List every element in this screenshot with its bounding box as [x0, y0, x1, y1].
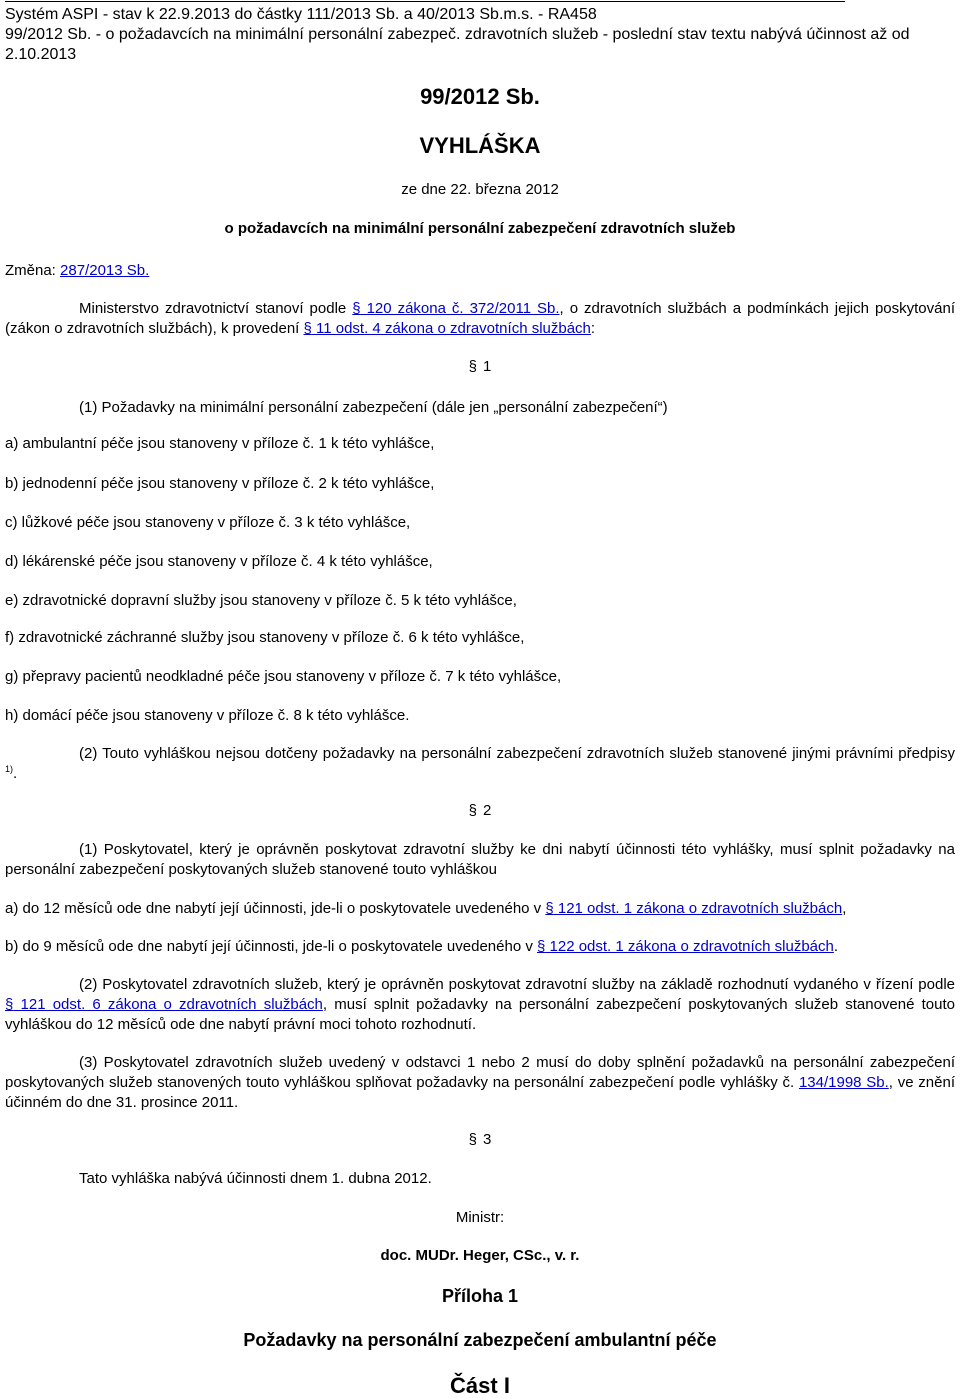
s1-p2-end: .: [13, 765, 18, 782]
s2-p3-text-2: , ve znění účinném do dne 31. prosince 2011.: [5, 1074, 955, 1111]
s1-item-a: a) ambulantní péče jsou stanoveny v příloze č. 1 k této vyhlášce,: [5, 435, 435, 452]
s2-p2-text-1: (2) Poskytovatel zdravotních služeb, který je oprávněn poskytovat zdravotní služby na základě rozhodnutí vydaného v řízení podle: [79, 976, 955, 993]
footnote-ref[interactable]: 1): [5, 764, 14, 774]
s2-paragraph-1: (1) Poskytovatel, který je oprávněn poskytovat zdravotní služby ke dni nabytí účinnosti této vyhlášky, musí splnit požadavky na personální zabezpečení poskytovaných služeb stanovené touto vyhláškou: [5, 841, 955, 878]
s1-p2-text: (2) Touto vyhláškou nejsou dotčeny požadavky na personální zabezpečení zdravotních služeb stanovené jinými právními předpisy: [79, 745, 955, 762]
intro-link-1[interactable]: 120 zákona č. 372/2011 Sb.: [360, 300, 560, 317]
document-header: [5, 5, 955, 65]
s2-paragraph-3: [5, 1053, 955, 1113]
s2-item-a: [5, 899, 955, 919]
s2-p3-text-1: (3) Poskytovatel zdravotních služeb uvedený v odstavci 1 nebo 2 musí do doby splnění požadavků na personální zabezpečení poskytovaných služeb stanovených touto vyhláškou splňovat požadavky na personální zabezpečení podle vyhlášky č.: [5, 1054, 955, 1091]
section-2-number: 2: [483, 802, 492, 819]
s2-p2-section-sign[interactable]: §: [5, 996, 14, 1013]
s2-b-link[interactable]: 122 odst. 1 zákona o zdravotních službách: [545, 938, 834, 955]
intro-section-sign-1[interactable]: §: [352, 300, 361, 317]
s3-paragraph: Tato vyhláška nabývá účinnosti dnem 1. dubna 2012.: [79, 1170, 432, 1187]
s2-item-b: [5, 937, 955, 957]
s2-a-end: ,: [842, 900, 847, 917]
s2-b-section-sign[interactable]: §: [537, 938, 546, 955]
regulation-date: ze dne 22. března 2012: [401, 181, 559, 198]
section-2-heading: [5, 802, 955, 819]
s1-item-b: b) jednodenní péče jsou stanoveny v příloze č. 2 k této vyhlášce,: [5, 475, 435, 492]
signature-name: doc. MUDr. Heger, CSc., v. r.: [380, 1247, 580, 1264]
s1-paragraph-2: [5, 744, 955, 784]
intro-paragraph: [5, 299, 955, 339]
s1-item-d: d) lékárenské péče jsou stanoveny v příloze č. 4 k této vyhlášce,: [5, 553, 433, 570]
s1-item-f: f) zdravotnické záchranné služby jsou stanoveny v příloze č. 6 k této vyhlášce,: [5, 629, 525, 646]
header-line-2: 99/2012 Sb. - o požadavcích na minimální personální zabezpeč. zdravotních služeb - poslední stav textu nabývá účinnost až od 2.10.2013: [5, 26, 910, 63]
section-1-number: 1: [483, 358, 492, 375]
annex-part: Část I: [450, 1373, 510, 1398]
header-rule: [5, 1, 845, 2]
intro-text-3: :: [590, 320, 596, 337]
s2-a-section-sign[interactable]: §: [545, 900, 554, 917]
section-sign-icon: §: [468, 358, 477, 375]
section-3-heading: [5, 1131, 955, 1148]
intro-text-1: Ministerstvo zdravotnictví stanoví podle: [79, 300, 353, 317]
regulation-number: 99/2012 Sb.: [420, 84, 540, 109]
s1-item-e: e) zdravotnické dopravní služby jsou stanoveny v příloze č. 5 k této vyhlášce,: [5, 592, 517, 609]
amendment-note: [5, 262, 149, 279]
regulation-subject: o požadavcích na minimální personální zabezpečení zdravotních služeb: [224, 220, 736, 237]
header-line-1: Systém ASPI - stav k 22.9.2013 do částky 111/2013 Sb. a 40/2013 Sb.m.s. - RA458: [5, 6, 597, 23]
s2-a-link[interactable]: 121 odst. 1 zákona o zdravotních službách: [553, 900, 843, 917]
s2-p3-link[interactable]: 134/1998 Sb.: [798, 1074, 889, 1091]
intro-section-sign-2[interactable]: §: [303, 320, 312, 337]
s2-a-text: a) do 12 měsíců ode dne nabytí její účinnosti, jde-li o poskytovatele uvedeného v: [5, 900, 546, 917]
s2-p2-text-2: , musí splnit požadavky na personální zabezpečení poskytovaných služeb stanovené touto vyhláškou do 12 měsíců ode dne nabytí právní moci tohoto rozhodnutí.: [5, 996, 955, 1033]
intro-link-2[interactable]: 11 odst. 4 zákona o zdravotních službách: [311, 320, 591, 337]
s2-p2-link[interactable]: 121 odst. 6 zákona o zdravotních službách: [13, 996, 323, 1013]
s2-paragraph-2: [5, 975, 955, 1035]
amendment-link[interactable]: 287/2013 Sb.: [60, 262, 150, 279]
signature-role: Ministr:: [455, 1209, 505, 1226]
s1-item-h: h) domácí péče jsou stanoveny v příloze č. 8 k této vyhlášce.: [5, 707, 410, 724]
s2-b-end: .: [833, 938, 839, 955]
s1-paragraph-1: (1) Požadavky na minimální personální zabezpečení (dále jen „personální zabezpečení“): [79, 399, 668, 416]
section-sign-icon: §: [468, 802, 477, 819]
annex-title: Příloha 1: [441, 1286, 519, 1306]
intro-text-2: , o zdravotních službách a podmínkách jejich poskytování (zákon o zdravotních službách), k provedení: [5, 300, 955, 337]
s2-b-text: b) do 9 měsíců ode dne nabytí její účinnosti, jde-li o poskytovatele uvedeného v: [5, 938, 537, 955]
section-3-number: 3: [483, 1131, 492, 1148]
regulation-type: VYHLÁŠKA: [419, 133, 541, 158]
s1-item-g: g) přepravy pacientů neodkladné péče jsou stanoveny v příloze č. 7 k této vyhlášce,: [5, 668, 562, 685]
section-sign-icon: §: [468, 1131, 477, 1148]
amendment-label: Změna:: [5, 262, 61, 279]
section-1-heading: [5, 358, 955, 375]
s1-item-c: c) lůžkové péče jsou stanoveny v příloze č. 3 k této vyhlášce,: [5, 514, 411, 531]
annex-subtitle: Požadavky na personální zabezpečení ambulantní péče: [243, 1330, 717, 1350]
